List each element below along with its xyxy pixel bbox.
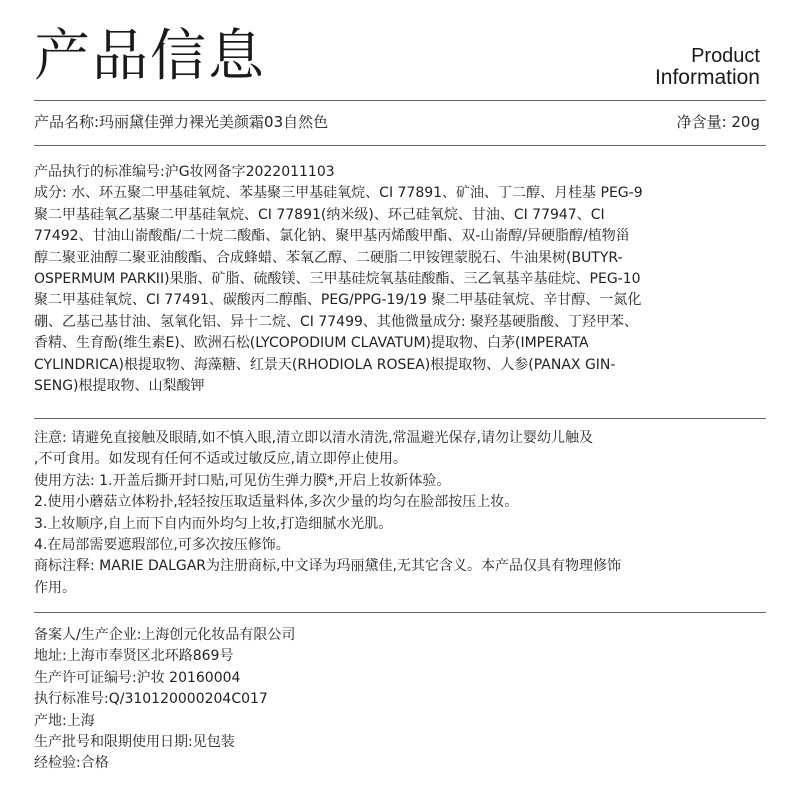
ingredients-line: OSPERMUM PARKII)果脂、矿脂、硫酸镁、三甲基硅烷氧基硅酸酯、三乙氧基辛基硅烷、PEG-10 (34, 271, 641, 288)
divider-top (34, 100, 766, 101)
page-title-en (655, 46, 760, 88)
ingredients-line: 香精、生育酚(维生素E)、欧洲石松(LYCOPODIUM CLAVATUM)提取物、白茅(IMPERATA (34, 335, 589, 352)
company-line: 地址:上海市奉贤区北环路869号 (34, 648, 234, 665)
divider-4 (34, 612, 766, 613)
ingredients-block (34, 162, 766, 397)
divider-2 (34, 145, 766, 146)
usage-line: ,不可食用。如发现有任何不适或过敏反应,请立即停止使用。 (34, 451, 407, 468)
usage-line: 商标注释: MARIE DALGAR为注册商标,中文译为玛丽黛佳,无其它含义。本产品仅具有物理修饰 (34, 558, 621, 575)
product-name: 产品名称:玛丽黛佳弹力裸光美颜霜03自然色 (34, 113, 329, 131)
ingredients-line: CYLINDRICA)根提取物、海藻糖、红景天(RHODIOLA ROSEA)根提取物、人参(PANAX GIN- (34, 356, 616, 373)
divider-3 (34, 418, 766, 419)
usage-line: 注意: 请避免直接触及眼睛,如不慎入眼,清立即以清水清洗,常温避光保存,请勿让婴幼儿触及 (34, 430, 593, 446)
company-line: 经检验:合格 (34, 755, 109, 772)
ingredients-line: 产品执行的标准编号:沪G妆网备字2022011103 (34, 164, 335, 180)
usage-line: 使用方法: 1.开盖后撕开封口贴,可见仿生弹力膜*,开启上妆新体验。 (34, 472, 451, 489)
company-line: 执行标准号:Q/310120000204C017 (34, 691, 268, 708)
ingredients-line: 聚二甲基硅氧乙基聚二甲基硅氧烷、CI 77891(纳米级)、环己硅氧烷、甘油、CI 77947、CI (34, 206, 605, 223)
ingredients-line: 成分: 水、环五聚二甲基硅氧烷、苯基聚三甲基硅氧烷、CI 77891、矿油、丁二醇、月桂基 PEG-9 (34, 185, 643, 202)
company-block (34, 625, 766, 775)
company-line: 生产许可证编号:沪妆 20160004 (34, 669, 241, 686)
ingredients-line: 醇二聚亚油醇二聚亚油酸酯、合成蜂蜡、苯氧乙醇、二硬脂二甲铵锂蒙脱石、牛油果树(BUTYR- (34, 249, 623, 266)
ingredients-line: SENG)根提取物、山梨酸钾 (34, 378, 205, 395)
title-en-line2: Information (654, 66, 760, 89)
usage-line: 作用。 (34, 579, 76, 596)
usage-line: 4.在局部需要遮瑕部位,可多次按压修饰。 (34, 537, 290, 554)
company-line: 备案人/生产企业:上海创元化妆品有限公司 (34, 627, 296, 643)
ingredients-line: 77492、甘油山嵛酸酯/二十烷二酸酯、氯化钠、聚甲基丙烯酸甲酯、双-山嵛醇/异硬脂醇/植物甾 (34, 228, 630, 245)
page-title-cn: 产品信息 (34, 24, 266, 89)
usage-line: 3.上妆顺序,自上而下自内而外均匀上妆,打造细腻水光肌。 (34, 515, 393, 532)
net-weight: 净含量: 20g (676, 113, 760, 131)
usage-block (34, 428, 766, 599)
company-line: 产地:上海 (34, 712, 95, 729)
usage-line: 2.使用小蘑菇立体粉扑,轻轻按压取适量料体,多次少量的均匀在脸部按压上妆。 (34, 494, 519, 511)
company-line: 生产批号和限期使用日期:见包装 (34, 734, 235, 751)
product-name-row (34, 110, 760, 134)
ingredients-line: 硼、乙基己基甘油、氢氧化铝、异十二烷、CI 77499、其他微量成分: 聚羟基硬脂酸、丁羟甲苯、 (34, 313, 639, 330)
title-en-line1: Product (691, 45, 760, 67)
ingredients-line: 聚二甲基硅氧烷、CI 77491、碳酸丙二醇酯、PEG/PPG-19/19 聚二甲基硅氧烷、辛甘醇、一氮化 (34, 292, 642, 309)
